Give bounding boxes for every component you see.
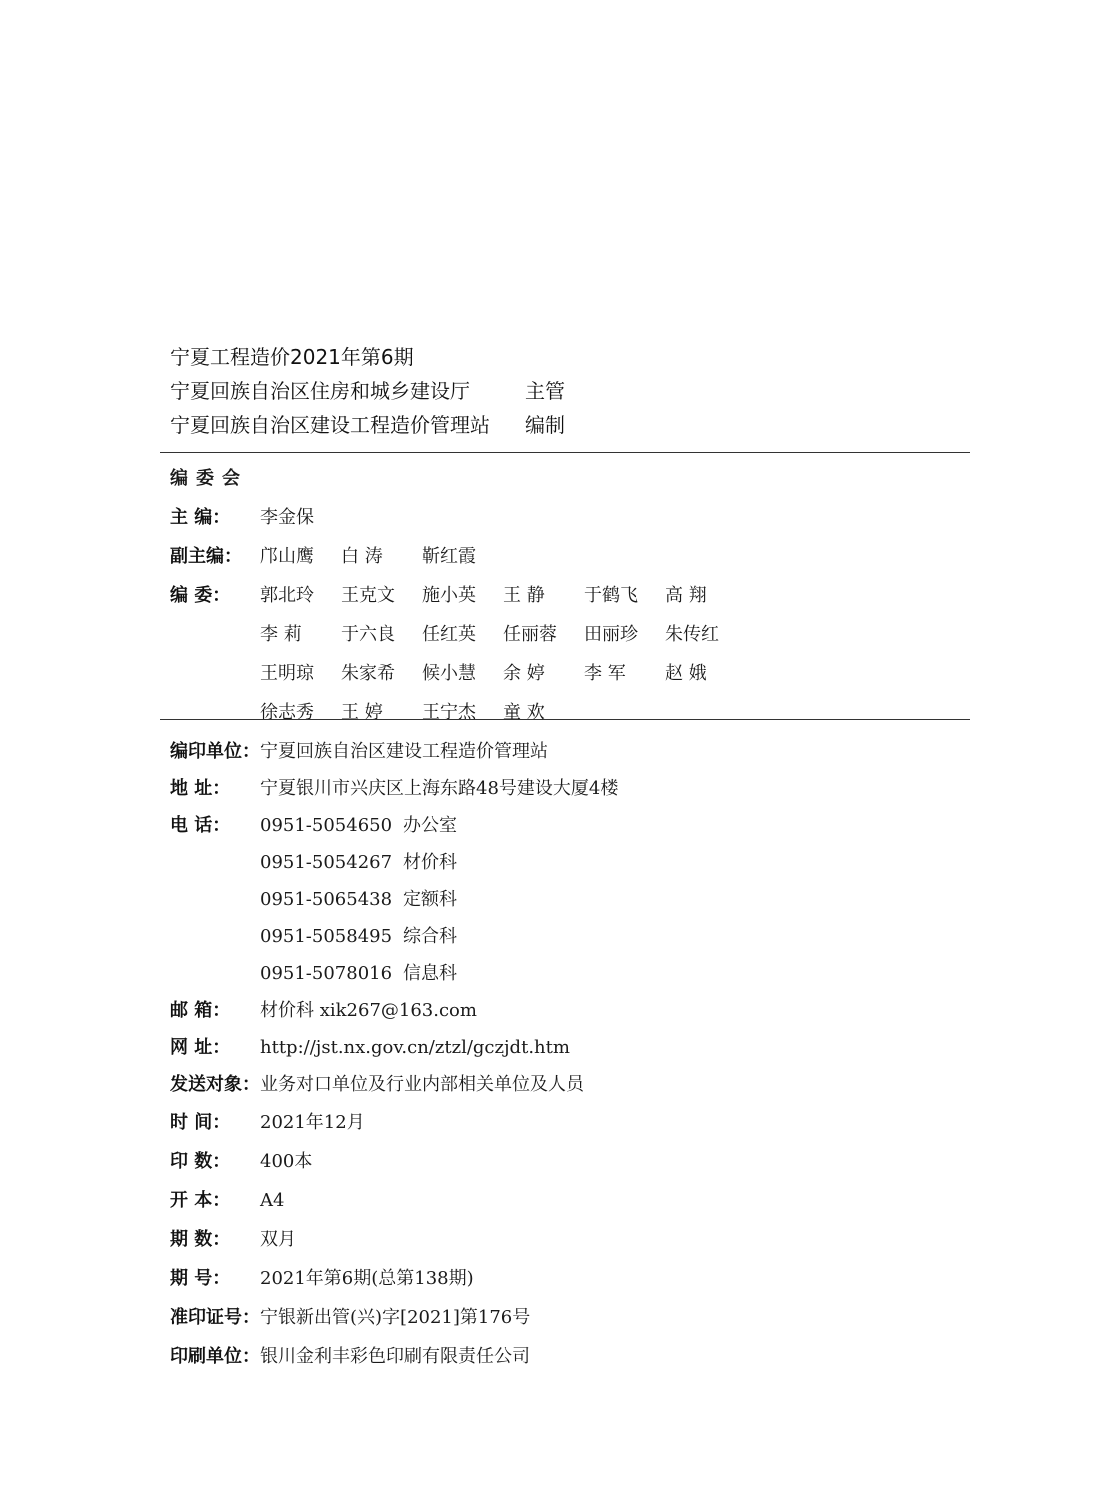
format-label: 开 本：	[170, 1190, 231, 1211]
permit-row	[170, 1298, 618, 1337]
audience: 业务对口单位及行业内部相关单位及人员	[260, 1074, 584, 1095]
member-name: 王明琼	[260, 663, 314, 684]
deputy-editor: 靳红霞	[422, 546, 476, 567]
phone-number: 0951-5058495	[260, 926, 393, 947]
phone-dept: 综合科	[403, 926, 457, 947]
supervisor-line	[170, 374, 565, 408]
address: 宁夏银川市兴庆区上海东路48号建设大厦4楼	[260, 778, 619, 799]
member-name: 王克文	[341, 585, 395, 606]
phone-number: 0951-5078016	[260, 963, 393, 984]
copies-row	[170, 1142, 618, 1181]
publisher-row	[170, 733, 618, 770]
member-name: 朱传红	[665, 624, 719, 645]
member-name: 童 欢	[503, 702, 545, 723]
printer-label: 印刷单位：	[170, 1346, 260, 1367]
phone-dept: 办公室	[403, 815, 457, 836]
permit-number: 宁银新出管(兴)字[2021]第176号	[260, 1307, 531, 1328]
chief-editor-row	[170, 498, 746, 537]
member-name: 郭北玲	[260, 585, 314, 606]
date-row	[170, 1103, 618, 1142]
member-name: 王 静	[503, 585, 545, 606]
member-name: 王宁杰	[422, 702, 476, 723]
member-name: 于鹤飞	[584, 585, 638, 606]
address-label: 地 址：	[170, 778, 231, 799]
date: 2021年12月	[260, 1112, 365, 1133]
audience-label: 发送对象：	[170, 1074, 260, 1095]
issue-number: 2021年第6期(总第138期)	[260, 1268, 474, 1289]
member-name: 候小慧	[422, 663, 476, 684]
frequency: 双月	[260, 1229, 296, 1250]
editorial-title-text: 编委会	[170, 468, 248, 489]
supervisor-org: 宁夏回族自治区住房和城乡建设厅	[170, 379, 470, 403]
phone-number: 0951-5054650	[260, 815, 393, 836]
copies: 400本	[260, 1151, 313, 1172]
issue-title: 宁夏工程造价2021年第6期	[170, 345, 414, 369]
member-name: 赵 娥	[665, 663, 707, 684]
phone-number: 0951-5054267	[260, 852, 393, 873]
website-label: 网 址：	[170, 1037, 231, 1058]
permit-label: 准印证号：	[170, 1307, 260, 1328]
divider-bottom	[160, 719, 970, 720]
members-row	[170, 615, 746, 654]
member-name: 田丽珍	[584, 624, 638, 645]
publisher: 宁夏回族自治区建设工程造价管理站	[260, 741, 548, 762]
phone-label: 电 话：	[170, 815, 231, 836]
members-row	[170, 576, 746, 615]
phone-row	[170, 881, 618, 918]
compiler-role: 编制	[525, 413, 565, 437]
issue-row	[170, 1259, 618, 1298]
phone-row	[170, 955, 618, 992]
website-link: http://jst.nx.gov.cn/ztzl/gczjdt.htm	[260, 1037, 570, 1058]
member-name: 施小英	[422, 585, 476, 606]
issue-label: 期 号：	[170, 1268, 231, 1289]
frequency-label: 期 数：	[170, 1229, 231, 1250]
email: 材价科 xik267@163.com	[260, 1000, 477, 1021]
address-row	[170, 770, 618, 807]
deputy-editor: 邝山鹰	[260, 546, 314, 567]
phone-row	[170, 844, 618, 881]
copies-label: 印 数：	[170, 1151, 231, 1172]
divider-top	[160, 452, 970, 453]
date-label: 时 间：	[170, 1112, 231, 1133]
email-row	[170, 992, 618, 1029]
chief-editor: 李金保	[260, 507, 314, 528]
phone-dept: 材价科	[403, 852, 457, 873]
compiler-org: 宁夏回族自治区建设工程造价管理站	[170, 413, 490, 437]
supervisor-role: 主管	[525, 379, 565, 403]
deputy-editor-label: 副主编：	[170, 546, 242, 567]
member-name: 于六良	[341, 624, 395, 645]
member-name: 高 翔	[665, 585, 707, 606]
member-name: 李 军	[584, 663, 626, 684]
deputy-editor-row	[170, 537, 746, 576]
phone-dept: 定额科	[403, 889, 457, 910]
editorial-title	[170, 459, 746, 498]
member-name: 徐志秀	[260, 702, 314, 723]
website-row	[170, 1029, 618, 1066]
member-name: 李 莉	[260, 624, 302, 645]
editorial-board	[170, 459, 746, 732]
phone-row	[170, 918, 618, 955]
member-name: 余 婷	[503, 663, 545, 684]
format-row	[170, 1181, 618, 1220]
publisher-label: 编印单位：	[170, 741, 260, 762]
chief-editor-label: 主 编：	[170, 507, 231, 528]
compiler-line	[170, 408, 565, 442]
masthead	[170, 340, 565, 442]
members-label: 编 委：	[170, 585, 231, 606]
members-row	[170, 693, 746, 732]
members-row	[170, 654, 746, 693]
publication-info	[170, 733, 618, 1376]
format: A4	[260, 1190, 285, 1211]
frequency-row	[170, 1220, 618, 1259]
phone-number: 0951-5065438	[260, 889, 393, 910]
phone-dept: 信息科	[403, 963, 457, 984]
printer: 银川金利丰彩色印刷有限责任公司	[260, 1346, 530, 1367]
deputy-editor: 白 涛	[341, 546, 383, 567]
member-name: 任红英	[422, 624, 476, 645]
printer-row	[170, 1337, 618, 1376]
audience-row	[170, 1066, 618, 1103]
member-name: 朱家希	[341, 663, 395, 684]
email-label: 邮 箱：	[170, 1000, 231, 1021]
phone-row	[170, 807, 618, 844]
member-name: 任丽蓉	[503, 624, 557, 645]
member-name: 王 婷	[341, 702, 383, 723]
